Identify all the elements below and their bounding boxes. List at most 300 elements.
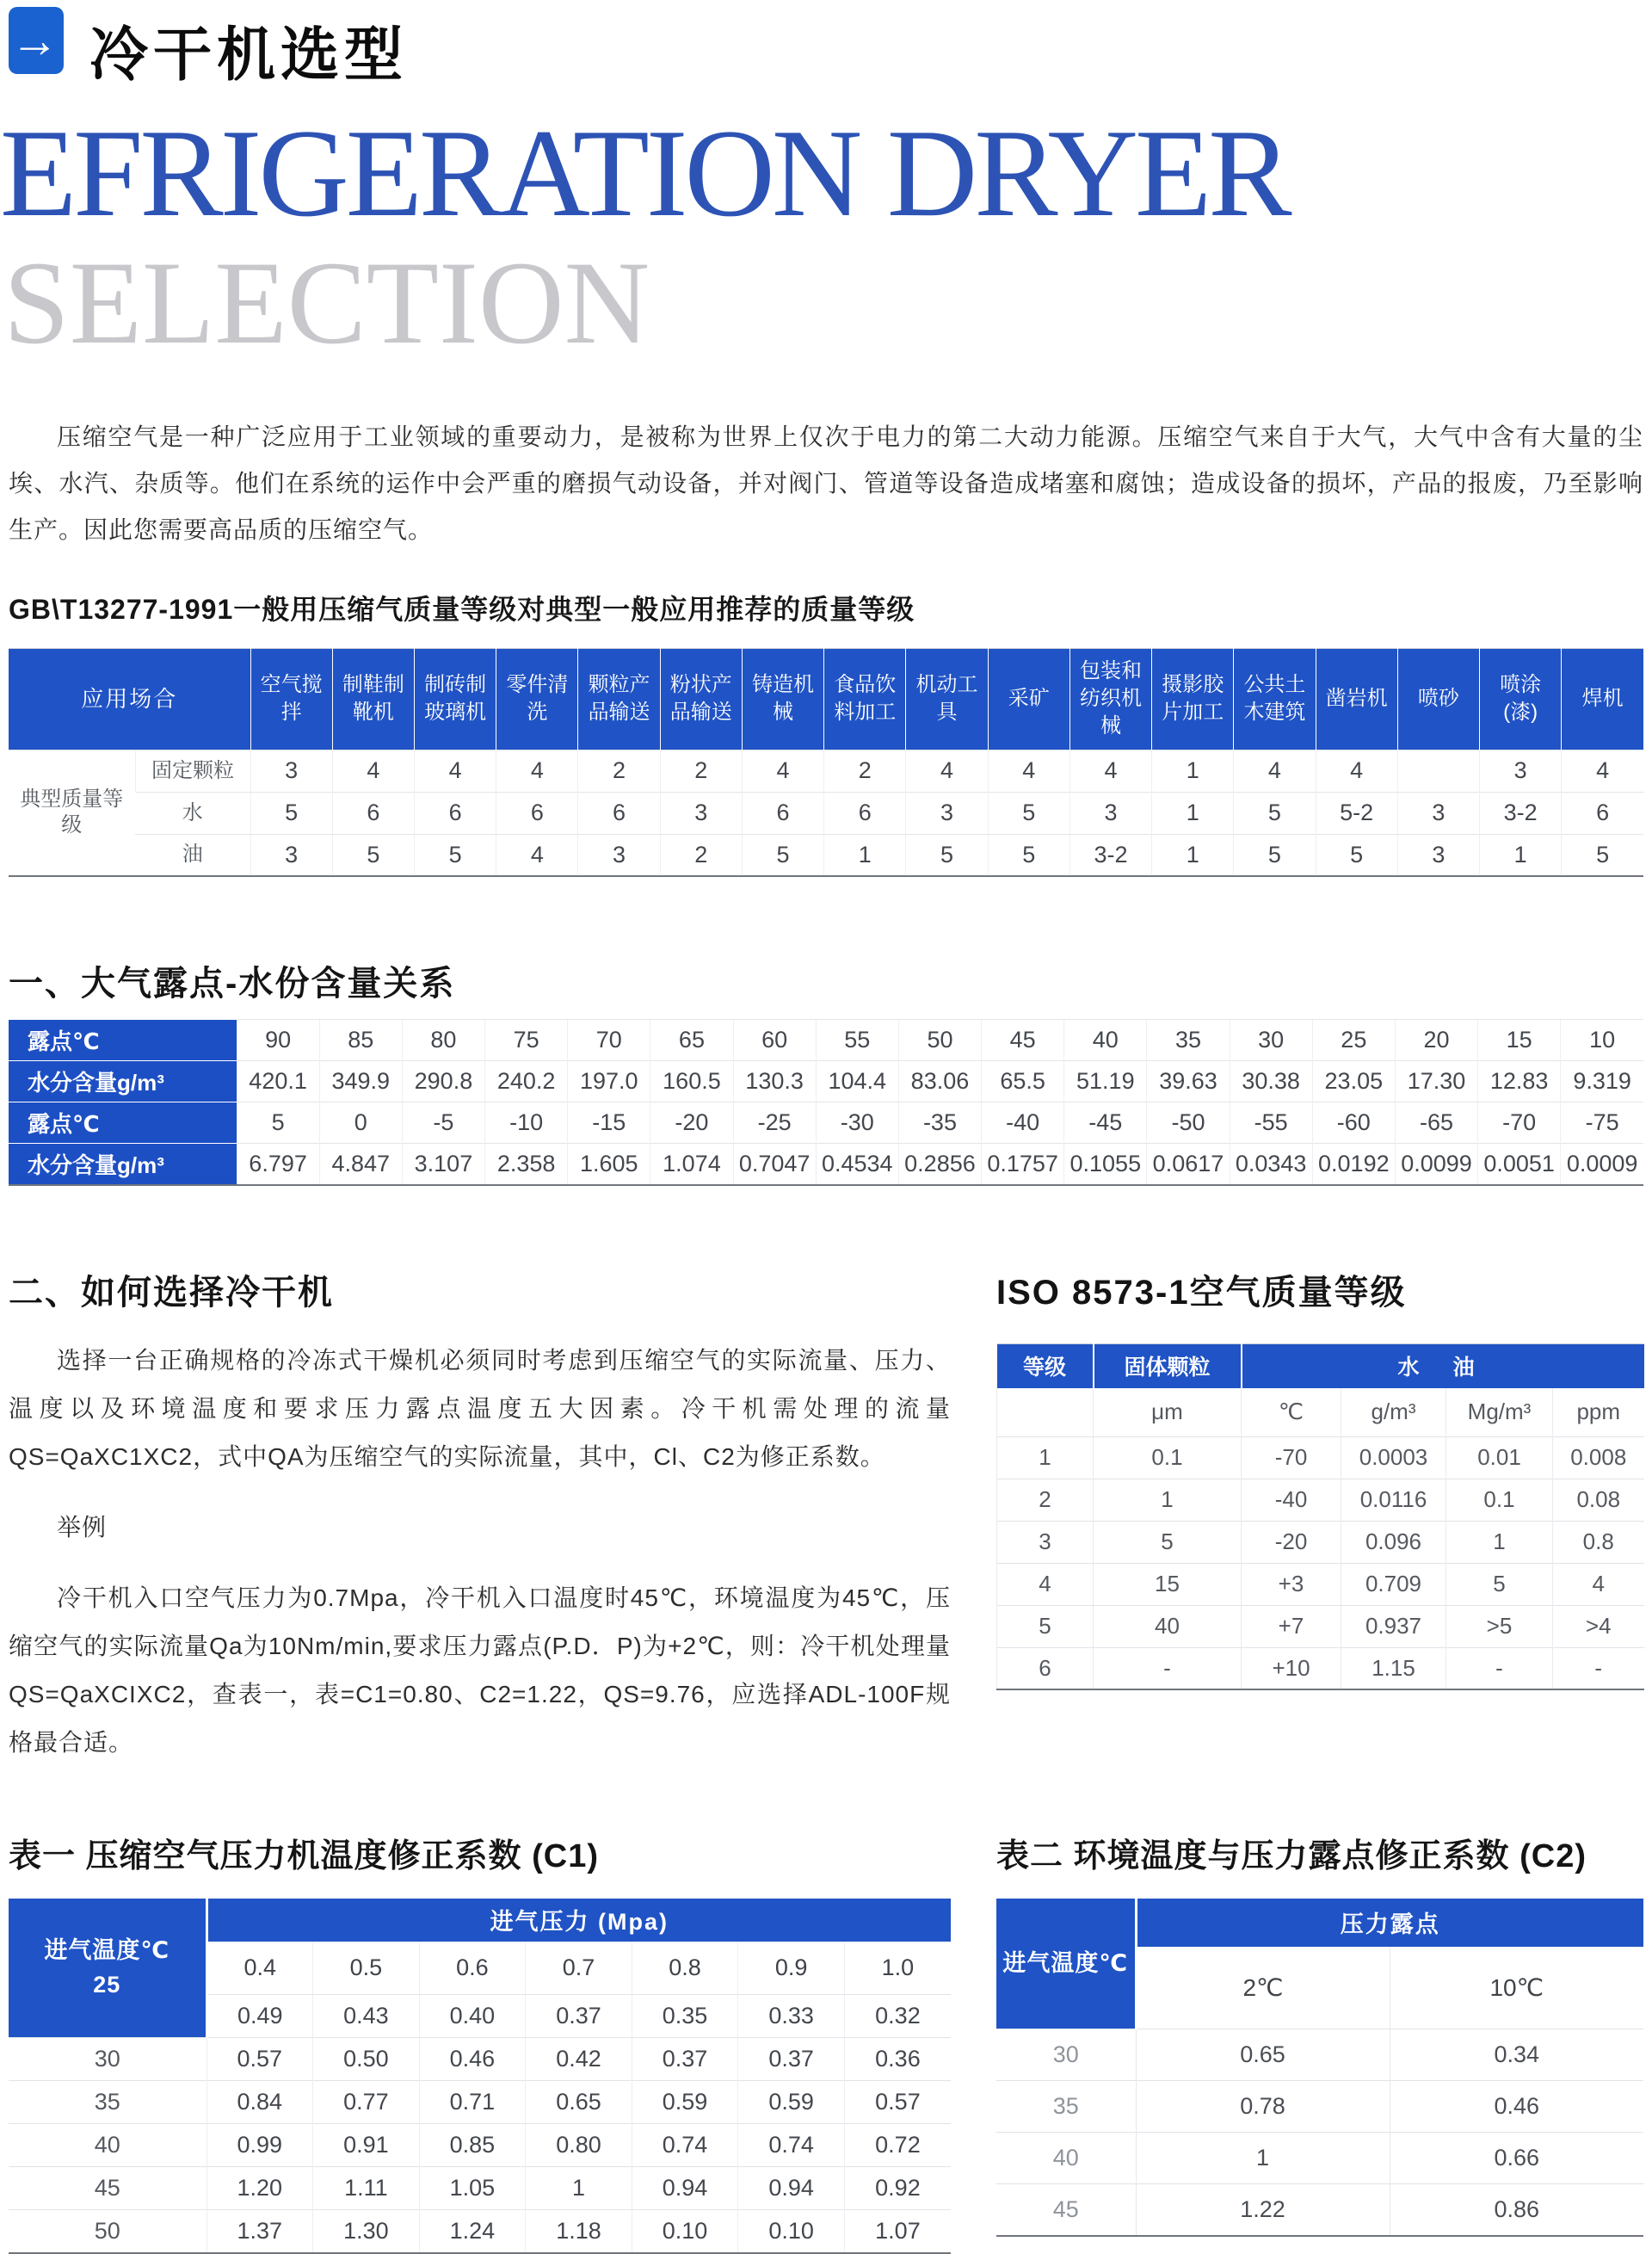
- table-row: [997, 1563, 1644, 1605]
- value-cell: 80: [402, 1020, 484, 1061]
- dewpoint-cell: 10℃: [1390, 1947, 1643, 2029]
- value-cell: 4: [1316, 750, 1397, 792]
- value-cell: 45: [982, 1020, 1064, 1061]
- table-row: [996, 2081, 1643, 2133]
- value-cell: 5: [1316, 834, 1397, 876]
- value-cell: 5-2: [1316, 792, 1397, 834]
- intro-paragraph: 压缩空气是一种广泛应用于工业领域的重要动力，是被称为世界上仅次于电力的第二大动力能源。压缩空气来自于大气，大气中含有大量的尘埃、水汽、杂质等。他们在系统的运作中会严重的磨损气动设备，并对阀门、管道等设备造成堵塞和腐蚀；造成设备的损坏，产品的报废，乃至影响生产。因此您需要高品质的压缩空气。: [9, 423, 1643, 543]
- value-cell: 0.0051: [1478, 1144, 1561, 1185]
- value-cell: 6: [742, 792, 823, 834]
- unit-cell: ℃: [1242, 1388, 1341, 1436]
- value-cell: 0.35: [632, 1995, 738, 2038]
- table-row: [997, 1479, 1644, 1521]
- value-cell: -20: [650, 1102, 733, 1144]
- value-cell: -40: [1242, 1479, 1341, 1521]
- page-header: [9, 0, 1643, 92]
- value-cell: 0.49: [206, 1995, 313, 2038]
- value-cell: 130.3: [733, 1061, 816, 1102]
- value-cell: 90: [237, 1020, 319, 1061]
- value-cell: 0.0009: [1561, 1144, 1643, 1185]
- arrow-right-icon: →: [9, 7, 64, 74]
- row-label: 35: [9, 2081, 206, 2124]
- table-row: [996, 2029, 1643, 2081]
- value-cell: 0.709: [1341, 1563, 1446, 1605]
- gb-column-header: 喷涂(漆): [1480, 648, 1562, 750]
- value-cell: 1: [824, 834, 906, 876]
- value-cell: -: [1094, 1647, 1242, 1689]
- gb-column-header: 摄影胶片加工: [1152, 648, 1234, 750]
- table-row: [9, 1144, 1643, 1185]
- value-cell: 6: [414, 792, 496, 834]
- value-cell: 1: [1152, 750, 1234, 792]
- value-cell: 1: [1480, 834, 1562, 876]
- table-row: [997, 1436, 1644, 1479]
- page-title-zh: 冷干机选型: [89, 22, 409, 88]
- value-cell: -70: [1242, 1436, 1341, 1479]
- value-cell: -25: [733, 1102, 816, 1144]
- value-cell: 5: [1234, 834, 1316, 876]
- value-cell: 0: [319, 1102, 402, 1144]
- value-cell: 4: [332, 750, 414, 792]
- value-cell: 0.66: [1390, 2133, 1643, 2184]
- value-cell: -65: [1395, 1102, 1477, 1144]
- c2-corner-cell: 进气温度℃: [996, 1899, 1136, 2029]
- value-cell: 15: [1478, 1020, 1561, 1061]
- value-cell: 197.0: [568, 1061, 650, 1102]
- value-cell: 1.605: [568, 1144, 650, 1185]
- value-cell: +3: [1242, 1563, 1341, 1605]
- value-cell: 1.074: [650, 1144, 733, 1185]
- value-cell: -: [1446, 1647, 1553, 1689]
- value-cell: 0.1: [1446, 1479, 1553, 1521]
- value-cell: 1.37: [206, 2210, 313, 2253]
- value-cell: 0.72: [844, 2124, 951, 2167]
- table-row: [996, 2133, 1643, 2184]
- value-cell: 0.0192: [1312, 1144, 1395, 1185]
- value-cell: 6.797: [237, 1144, 319, 1185]
- value-cell: 6: [332, 792, 414, 834]
- value-cell: 0.74: [632, 2124, 738, 2167]
- value-cell: 4: [496, 834, 578, 876]
- value-cell: -10: [485, 1102, 568, 1144]
- value-cell: 0.7047: [733, 1144, 816, 1185]
- value-cell: 5: [414, 834, 496, 876]
- value-cell: 1: [1152, 834, 1234, 876]
- value-cell: 0.46: [1390, 2081, 1643, 2133]
- value-cell: 3: [578, 834, 660, 876]
- value-cell: 0.37: [632, 2038, 738, 2081]
- value-cell: -5: [402, 1102, 484, 1144]
- gb-column-header: 凿岩机: [1316, 648, 1397, 750]
- value-cell: 3: [906, 792, 988, 834]
- gb-corner-header: 应用场合: [9, 648, 250, 750]
- table-row: [9, 834, 1643, 876]
- value-cell: 3: [1397, 792, 1479, 834]
- c2-correction-table: [996, 1899, 1643, 2237]
- value-cell: 0.40: [419, 1995, 526, 2038]
- value-cell: 3: [1397, 834, 1479, 876]
- value-cell: 0.1055: [1064, 1144, 1147, 1185]
- table-row: [9, 2081, 951, 2124]
- value-cell: 4: [496, 750, 578, 792]
- value-cell: 0.65: [1136, 2029, 1390, 2081]
- gb-quality-table: [9, 648, 1643, 878]
- value-cell: 55: [816, 1020, 898, 1061]
- value-cell: 39.63: [1147, 1061, 1230, 1102]
- value-cell: 70: [568, 1020, 650, 1061]
- c1-correction-table: [9, 1899, 951, 2254]
- value-cell: 0.71: [419, 2081, 526, 2124]
- c1-corner-cell: [9, 1899, 206, 2038]
- row-label: 40: [996, 2133, 1136, 2184]
- iso-units-row: [997, 1388, 1644, 1436]
- value-cell: 0.65: [526, 2081, 632, 2124]
- iso-air-quality-table: [996, 1343, 1644, 1691]
- value-cell: 290.8: [402, 1061, 484, 1102]
- value-cell: 4.847: [319, 1144, 402, 1185]
- value-cell: 2: [660, 750, 742, 792]
- row-label: 固定颗粒: [135, 750, 250, 792]
- value-cell: 0.08: [1553, 1479, 1644, 1521]
- value-cell: 5: [237, 1102, 319, 1144]
- iso-header-row: [997, 1343, 1644, 1388]
- value-cell: 1: [997, 1436, 1094, 1479]
- value-cell: 6: [824, 792, 906, 834]
- unit-cell: μm: [1094, 1388, 1242, 1436]
- gb-column-header: 喷砂: [1397, 648, 1479, 750]
- value-cell: 3-2: [1480, 792, 1562, 834]
- row-label: 45: [9, 2167, 206, 2210]
- value-cell: -75: [1561, 1102, 1643, 1144]
- table-row: [997, 1647, 1644, 1689]
- value-cell: 0.1: [1094, 1436, 1242, 1479]
- value-cell: 0.096: [1341, 1521, 1446, 1563]
- value-cell: 0.37: [738, 2038, 845, 2081]
- row-label: 露点℃: [9, 1102, 237, 1144]
- c1-banner: 进气压力 (Mpa): [206, 1899, 951, 1942]
- row-label: 35: [996, 2081, 1136, 2133]
- value-cell: 5: [742, 834, 823, 876]
- value-cell: >4: [1553, 1605, 1644, 1647]
- value-cell: 5: [1234, 792, 1316, 834]
- empty-cell: [997, 1388, 1094, 1436]
- value-cell: 3: [250, 750, 332, 792]
- value-cell: 160.5: [650, 1061, 733, 1102]
- pressure-cell: 0.6: [419, 1942, 526, 1995]
- value-cell: 3: [1480, 750, 1562, 792]
- value-cell: 0.008: [1553, 1436, 1644, 1479]
- value-cell: 30: [1230, 1020, 1312, 1061]
- value-cell: 4: [988, 750, 1069, 792]
- value-cell: 240.2: [485, 1061, 568, 1102]
- gb-column-header: 机动工具: [906, 648, 988, 750]
- value-cell: 349.9: [319, 1061, 402, 1102]
- gb-table-title: GB\T13277-1991一般用压缩气质量等级对典型一般应用推荐的质量等级: [9, 593, 915, 625]
- pressure-cell: 1.0: [844, 1942, 951, 1995]
- value-cell: 4: [1562, 750, 1643, 792]
- table-row: [9, 1061, 1643, 1102]
- gb-column-header: 制鞋制靴机: [332, 648, 414, 750]
- value-cell: 0.0617: [1147, 1144, 1230, 1185]
- value-cell: 17.30: [1395, 1061, 1477, 1102]
- value-cell: 0.0116: [1341, 1479, 1446, 1521]
- unit-cell: g/m³: [1341, 1388, 1446, 1436]
- c1-corner-label: 进气温度℃: [44, 1937, 170, 1964]
- page-subtitle-en: SELECTION: [3, 236, 650, 368]
- value-cell: 9.319: [1561, 1061, 1643, 1102]
- selection-paragraph: 选择一台正确规格的冷冻式干燥机必须同时考虑到压缩空气的实际流量、压力、温度以及环境温度和要求压力露点温度五大因素。冷干机需处理的流量QS=QaXC1XC2，式中QA为压缩空气的实际流量，其中，Cl、C2为修正系数。: [9, 1346, 951, 1470]
- table-row: [9, 750, 1643, 792]
- value-cell: 0.42: [526, 2038, 632, 2081]
- value-cell: 5: [1446, 1563, 1553, 1605]
- row-label: 油: [135, 834, 250, 876]
- value-cell: 51.19: [1064, 1061, 1147, 1102]
- table-row: [9, 2124, 951, 2167]
- value-cell: -35: [898, 1102, 981, 1144]
- section1-title: 一、大气露点-水份含量关系: [9, 965, 456, 1003]
- value-cell: 1.05: [419, 2167, 526, 2210]
- value-cell: 0.92: [844, 2167, 951, 2210]
- value-cell: 6: [578, 792, 660, 834]
- value-cell: 1: [1094, 1479, 1242, 1521]
- value-cell: 5: [988, 834, 1069, 876]
- value-cell: 40: [1094, 1605, 1242, 1647]
- value-cell: 6: [997, 1647, 1094, 1689]
- value-cell: 5: [997, 1605, 1094, 1647]
- dewpoint-cell: 2℃: [1136, 1947, 1390, 2029]
- value-cell: 0.10: [632, 2210, 738, 2253]
- value-cell: 0.59: [738, 2081, 845, 2124]
- value-cell: 0.33: [738, 1995, 845, 2038]
- value-cell: -45: [1064, 1102, 1147, 1144]
- value-cell: 0.0003: [1341, 1436, 1446, 1479]
- value-cell: 2: [660, 834, 742, 876]
- value-cell: 0.36: [844, 2038, 951, 2081]
- gb-column-header: 粉状产品输送: [660, 648, 742, 750]
- value-cell: 3: [250, 834, 332, 876]
- value-cell: 2: [578, 750, 660, 792]
- value-cell: 1.20: [206, 2167, 313, 2210]
- value-cell: 1.07: [844, 2210, 951, 2253]
- value-cell: 0.57: [844, 2081, 951, 2124]
- value-cell: 40: [1064, 1020, 1147, 1061]
- row-label: 水分含量g/m³: [9, 1061, 237, 1102]
- value-cell: +7: [1242, 1605, 1341, 1647]
- row-label: 50: [9, 2210, 206, 2253]
- value-cell: 1: [1446, 1521, 1553, 1563]
- gb-column-header: 铸造机械: [742, 648, 823, 750]
- c1-table-title: 表一 压缩空气压力机温度修正系数 (C1): [9, 1837, 600, 1874]
- value-cell: 104.4: [816, 1061, 898, 1102]
- value-cell: 0.59: [632, 2081, 738, 2124]
- value-cell: 30.38: [1230, 1061, 1312, 1102]
- value-cell: 0.937: [1341, 1605, 1446, 1647]
- row-label: 40: [9, 2124, 206, 2167]
- gb-column-header: 采矿: [988, 648, 1069, 750]
- value-cell: 0.43: [313, 1995, 420, 2038]
- value-cell: -15: [568, 1102, 650, 1144]
- value-cell: 0.94: [738, 2167, 845, 2210]
- value-cell: -50: [1147, 1102, 1230, 1144]
- value-cell: 2.358: [485, 1144, 568, 1185]
- example-paragraph: 冷干机入口空气压力为0.7Mpa，冷干机入口温度时45℃，环境温度为45℃，压缩空气的实际流量Qa为10Nm/min,要求压力露点(P.D．P)为+2℃，则：冷干机处理量QS=QaXCIXC2，查表一，表=C1=0.80、C2=1.22，QS=9.76，应选择ADL-100F规格最合适。: [9, 1584, 951, 1756]
- gb-column-header: 空气搅拌: [250, 648, 332, 750]
- value-cell: -30: [816, 1102, 898, 1144]
- value-cell: 1.18: [526, 2210, 632, 2253]
- value-cell: 2: [997, 1479, 1094, 1521]
- row-label: 30: [996, 2029, 1136, 2081]
- value-cell: 4: [1553, 1563, 1644, 1605]
- value-cell: 65.5: [982, 1061, 1064, 1102]
- iso-water-oil-header: 水 油: [1242, 1343, 1644, 1388]
- gb-header-row: [9, 648, 1643, 750]
- table-row: [997, 1605, 1644, 1647]
- value-cell: 0.4534: [816, 1144, 898, 1185]
- value-cell: 5: [906, 834, 988, 876]
- selection-guide-column: [9, 1265, 951, 1767]
- iso-column: [996, 1265, 1643, 1691]
- value-cell: 0.37: [526, 1995, 632, 2038]
- value-cell: 3: [1069, 792, 1151, 834]
- value-cell: 5: [1562, 834, 1643, 876]
- value-cell: 3: [660, 792, 742, 834]
- gb-column-header: 焊机: [1562, 648, 1643, 750]
- row-label: 水分含量g/m³: [9, 1144, 237, 1185]
- row-label: 水: [135, 792, 250, 834]
- value-cell: 0.85: [419, 2124, 526, 2167]
- value-cell: 0.86: [1390, 2184, 1643, 2236]
- value-cell: 0.10: [738, 2210, 845, 2253]
- gb-row-group-label: 典型质量等级: [9, 750, 135, 876]
- table-row: [9, 2167, 951, 2210]
- dewpoint-table: [9, 1019, 1643, 1186]
- table-row: [9, 1102, 1643, 1144]
- value-cell: 1.24: [419, 2210, 526, 2253]
- value-cell: 0.99: [206, 2124, 313, 2167]
- value-cell: 3: [997, 1521, 1094, 1563]
- value-cell: 0.74: [738, 2124, 845, 2167]
- value-cell: 0.50: [313, 2038, 420, 2081]
- value-cell: 6: [1562, 792, 1643, 834]
- value-cell: 0.2856: [898, 1144, 981, 1185]
- page-title-en: EFRIGERATION DRYER: [0, 103, 1289, 243]
- value-cell: 2: [824, 750, 906, 792]
- value-cell: 83.06: [898, 1061, 981, 1102]
- value-cell: 35: [1147, 1020, 1230, 1061]
- value-cell: 1.30: [313, 2210, 420, 2253]
- gb-column-header: 包装和纺织机械: [1069, 648, 1151, 750]
- table-row: [9, 1020, 1643, 1061]
- unit-cell: ppm: [1553, 1388, 1644, 1436]
- value-cell: 0.0099: [1395, 1144, 1477, 1185]
- c2-table-title: 表二 环境温度与压力露点修正系数 (C2): [996, 1837, 1587, 1874]
- value-cell: -70: [1478, 1102, 1561, 1144]
- value-cell: 0.0343: [1230, 1144, 1312, 1185]
- c1-banner-row: [9, 1899, 951, 1942]
- table-row: [997, 1521, 1644, 1563]
- value-cell: [1397, 750, 1479, 792]
- value-cell: -55: [1230, 1102, 1312, 1144]
- value-cell: 5: [332, 834, 414, 876]
- value-cell: 1: [1152, 792, 1234, 834]
- value-cell: >5: [1446, 1605, 1553, 1647]
- example-label: 举例: [57, 1513, 108, 1541]
- gb-column-header: 公共土木建筑: [1234, 648, 1316, 750]
- value-cell: 0.78: [1136, 2081, 1390, 2133]
- value-cell: 3.107: [402, 1144, 484, 1185]
- value-cell: 5: [1094, 1521, 1242, 1563]
- value-cell: 1.11: [313, 2167, 420, 2210]
- table-row: [9, 2038, 951, 2081]
- row-label: 30: [9, 2038, 206, 2081]
- value-cell: 0.01: [1446, 1436, 1553, 1479]
- c2-banner: 压力露点: [1136, 1899, 1643, 1947]
- value-cell: 85: [319, 1020, 402, 1061]
- value-cell: 4: [906, 750, 988, 792]
- gb-column-header: 颗粒产品输送: [578, 648, 660, 750]
- row-label: 露点℃: [9, 1020, 237, 1061]
- value-cell: 1.22: [1136, 2184, 1390, 2236]
- unit-cell: Mg/m³: [1446, 1388, 1553, 1436]
- value-cell: 420.1: [237, 1061, 319, 1102]
- value-cell: 4: [1234, 750, 1316, 792]
- value-cell: 60: [733, 1020, 816, 1061]
- value-cell: 20: [1395, 1020, 1477, 1061]
- value-cell: 3-2: [1069, 834, 1151, 876]
- c2-column: [996, 1829, 1643, 2237]
- value-cell: 0.91: [313, 2124, 420, 2167]
- value-cell: 25: [1312, 1020, 1395, 1061]
- c1-corner-value: 25: [93, 1972, 121, 1998]
- pressure-cell: 0.8: [632, 1942, 738, 1995]
- pressure-cell: 0.5: [313, 1942, 420, 1995]
- gb-column-header: 零件清洗: [496, 648, 578, 750]
- iso-particles-header: 固体颗粒: [1094, 1343, 1242, 1388]
- value-cell: 15: [1094, 1563, 1242, 1605]
- table-row: [9, 792, 1643, 834]
- row-label: 45: [996, 2184, 1136, 2236]
- value-cell: -40: [982, 1102, 1064, 1144]
- value-cell: -: [1553, 1647, 1644, 1689]
- value-cell: 1.15: [1341, 1647, 1446, 1689]
- value-cell: 0.94: [632, 2167, 738, 2210]
- gb-column-header: 制砖制玻璃机: [414, 648, 496, 750]
- value-cell: 5: [250, 792, 332, 834]
- value-cell: 0.8: [1553, 1521, 1644, 1563]
- value-cell: 0.57: [206, 2038, 313, 2081]
- value-cell: -20: [1242, 1521, 1341, 1563]
- iso-grade-header: 等级: [997, 1343, 1094, 1388]
- value-cell: 1: [526, 2167, 632, 2210]
- value-cell: 0.34: [1390, 2029, 1643, 2081]
- table-row: [996, 2184, 1643, 2236]
- value-cell: 4: [1069, 750, 1151, 792]
- value-cell: +10: [1242, 1647, 1341, 1689]
- pressure-cell: 0.9: [738, 1942, 845, 1995]
- value-cell: 1: [1136, 2133, 1390, 2184]
- value-cell: 23.05: [1312, 1061, 1395, 1102]
- value-cell: 4: [414, 750, 496, 792]
- table-row: [9, 2210, 951, 2253]
- value-cell: 5: [988, 792, 1069, 834]
- value-cell: 75: [485, 1020, 568, 1061]
- value-cell: 50: [898, 1020, 981, 1061]
- value-cell: 12.83: [1478, 1061, 1561, 1102]
- value-cell: 10: [1561, 1020, 1643, 1061]
- c2-banner-row: [996, 1899, 1643, 1947]
- pressure-cell: 0.7: [526, 1942, 632, 1995]
- value-cell: 0.46: [419, 2038, 526, 2081]
